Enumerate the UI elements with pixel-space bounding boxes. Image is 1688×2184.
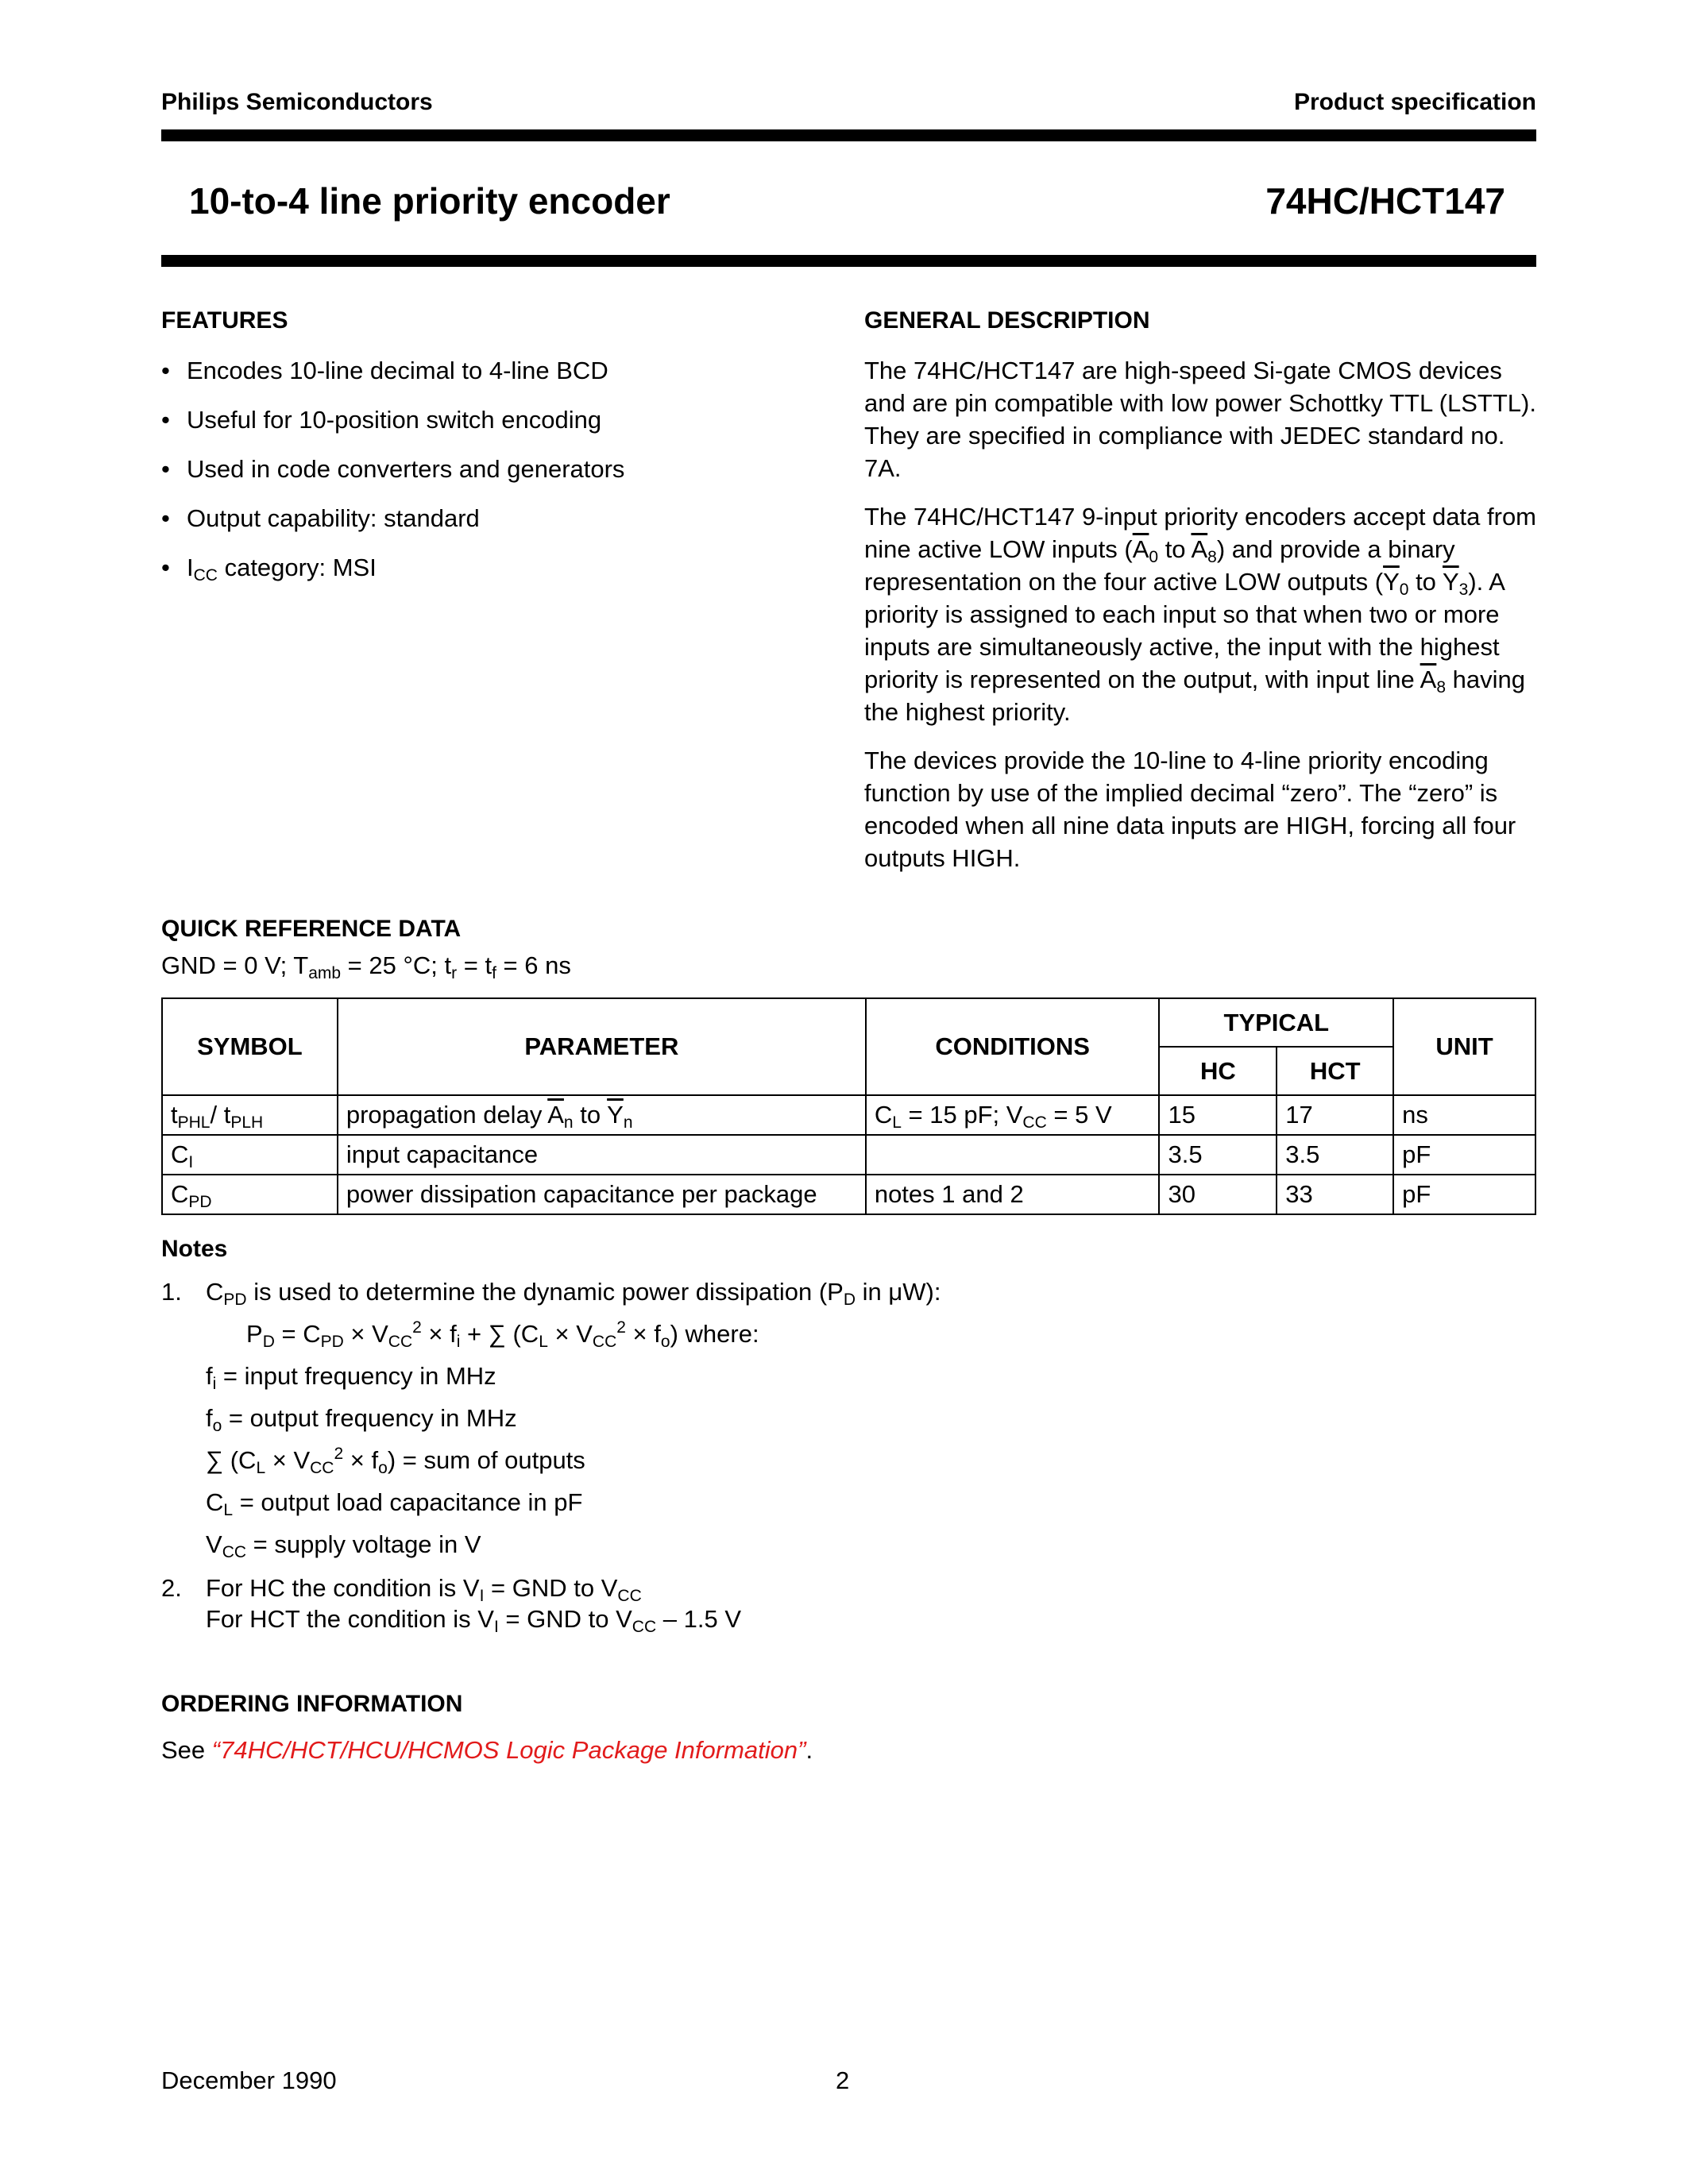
cell-hct: 17 xyxy=(1277,1095,1393,1135)
cell-unit: pF xyxy=(1393,1135,1535,1175)
cell-hc: 15 xyxy=(1159,1095,1277,1135)
cell-unit: pF xyxy=(1393,1175,1535,1214)
page-title: 10-to-4 line priority encoder xyxy=(189,180,670,222)
cell-hc: 30 xyxy=(1159,1175,1277,1214)
note-1-line-1: $C_{PD}$ is used to determine the dynamic power dissipation ($P_D$ in μW): xyxy=(206,1278,941,1309)
note-2-line-2: For HCT the condition is $V_I$ = GND to $V_{CC} - 1.5$ V xyxy=(206,1605,741,1636)
list-item: • Useful for 10-position switch encoding xyxy=(161,403,797,453)
part-number: 74HC/HCT147 xyxy=(1265,180,1505,222)
cell-hct: 3.5 xyxy=(1277,1135,1393,1175)
list-item: • Output capability: standard xyxy=(161,502,797,551)
note-1-fi: $f_i$ = input frequency in MHz xyxy=(206,1362,496,1393)
note-1-cl: $C_L$ = output load capacitance in pF xyxy=(206,1488,583,1519)
features-heading: FEATURES xyxy=(161,307,288,334)
company-name: Philips Semiconductors xyxy=(161,89,433,115)
cell-conditions: notes 1 and 2 xyxy=(866,1175,1160,1214)
col-header-hc: HC xyxy=(1159,1047,1277,1095)
qrd-heading: QUICK REFERENCE DATA xyxy=(161,916,462,942)
table-row xyxy=(162,1175,1535,1214)
list-item: • Used in code converters and generators xyxy=(161,453,797,502)
table-row xyxy=(162,1095,1535,1135)
cell-unit: ns xyxy=(1393,1095,1535,1135)
note-2-number: 2. xyxy=(161,1574,182,1602)
note-1-vcc: $V_{CC}$ = supply voltage in V xyxy=(206,1530,481,1561)
col-header-parameter: PARAMETER xyxy=(338,998,866,1095)
cell-hct: 33 xyxy=(1277,1175,1393,1214)
package-info-link[interactable]: “74HC/HCT/HCU/HCMOS Logic Package Information” xyxy=(211,1736,806,1764)
page-number: 2 xyxy=(836,2066,850,2094)
general-paragraph-3: The devices provide the 10-line to 4-line priority encoding function by use of the implied decimal “zero”. The “zero” is encoded when all nine data inputs are HIGH, forcing all four outputs HIGH. xyxy=(864,747,1516,872)
col-header-hct: HCT xyxy=(1277,1047,1393,1095)
footer-date: December 1990 xyxy=(161,2066,337,2094)
col-header-typical: TYPICAL xyxy=(1159,998,1393,1047)
cell-parameter: power dissipation capacitance per package xyxy=(338,1175,866,1214)
cell-symbol: $C_I$ xyxy=(162,1135,338,1175)
note-1-fo: $f_o$ = output frequency in MHz xyxy=(206,1404,517,1435)
cell-symbol: $C_{PD}$ xyxy=(162,1175,338,1214)
col-header-unit: UNIT xyxy=(1393,998,1535,1095)
table-row xyxy=(162,1135,1535,1175)
general-description xyxy=(864,354,1536,890)
features-list xyxy=(161,354,797,600)
cell-symbol: $t_{PHL}/$ $t_{PLH}$ xyxy=(162,1095,338,1135)
ordering-text: See “74HC/HCT/HCU/HCMOS Logic Package Information”. xyxy=(161,1736,813,1764)
note-1-formula: $P_D = C_{PD} \times V_{CC}^2 \times f_i$ + ∑ $(C_L \times V_{CC}^2 \times f_o)$ where: xyxy=(246,1318,759,1351)
cell-parameter: propagation delay $\overline{A}_n$ to $\overline{Y}_n$ xyxy=(338,1095,866,1135)
general-paragraph-1: The 74HC/HCT147 are high-speed Si-gate CMOS devices and are pin compatible with low power Schottky TTL (LSTTL). They are specified in compliance with JEDEC standard no. 7A. xyxy=(864,357,1536,482)
note-2-line-1: For HC the condition is $V_I$ = GND to $V_{CC}$ xyxy=(206,1574,642,1605)
cell-conditions: $C_L = 15$ pF; $V_{CC} = 5$ V xyxy=(866,1095,1160,1135)
cell-conditions xyxy=(866,1135,1160,1175)
header-rule xyxy=(161,129,1536,141)
note-1-sum: ∑ $(C_L \times V_{CC}^2 \times f_o)$ = sum of outputs xyxy=(206,1445,585,1477)
list-item: • $I_{CC}$ category: MSI xyxy=(161,551,797,600)
ordering-heading: ORDERING INFORMATION xyxy=(161,1691,463,1717)
quick-reference-table xyxy=(161,997,1536,1215)
cell-hc: 3.5 xyxy=(1159,1135,1277,1175)
doc-type: Product specification xyxy=(1293,89,1536,115)
col-header-conditions: CONDITIONS xyxy=(866,998,1160,1095)
list-item: • Encodes 10-line decimal to 4-line BCD xyxy=(161,354,797,403)
note-1-number: 1. xyxy=(161,1278,182,1306)
notes-heading: Notes xyxy=(161,1236,228,1262)
cell-parameter: input capacitance xyxy=(338,1135,866,1175)
title-rule xyxy=(161,255,1536,267)
col-header-symbol: SYMBOL xyxy=(162,998,338,1095)
qrd-conditions: GND = 0 V; $T_{amb} = 25$ °C; $t_r = t_f = 6$ ns xyxy=(161,951,571,982)
general-paragraph-2: The 74HC/HCT147 9-input priority encoders accept data from nine active LOW inputs ($\overline{A}_0$ to $\overline{A}_8$) and provide a binary representation on the four active LOW outputs ($\overline{Y}_0$ to $\overline{Y}_3$). A priority is assigned to each input so that when two or more inputs are simultaneously active, the input with the highest priority is represented on the output, with input line $\overline{A}_8$ having the highest priority. xyxy=(864,503,1537,726)
general-description-heading: GENERAL DESCRIPTION xyxy=(864,307,1150,334)
